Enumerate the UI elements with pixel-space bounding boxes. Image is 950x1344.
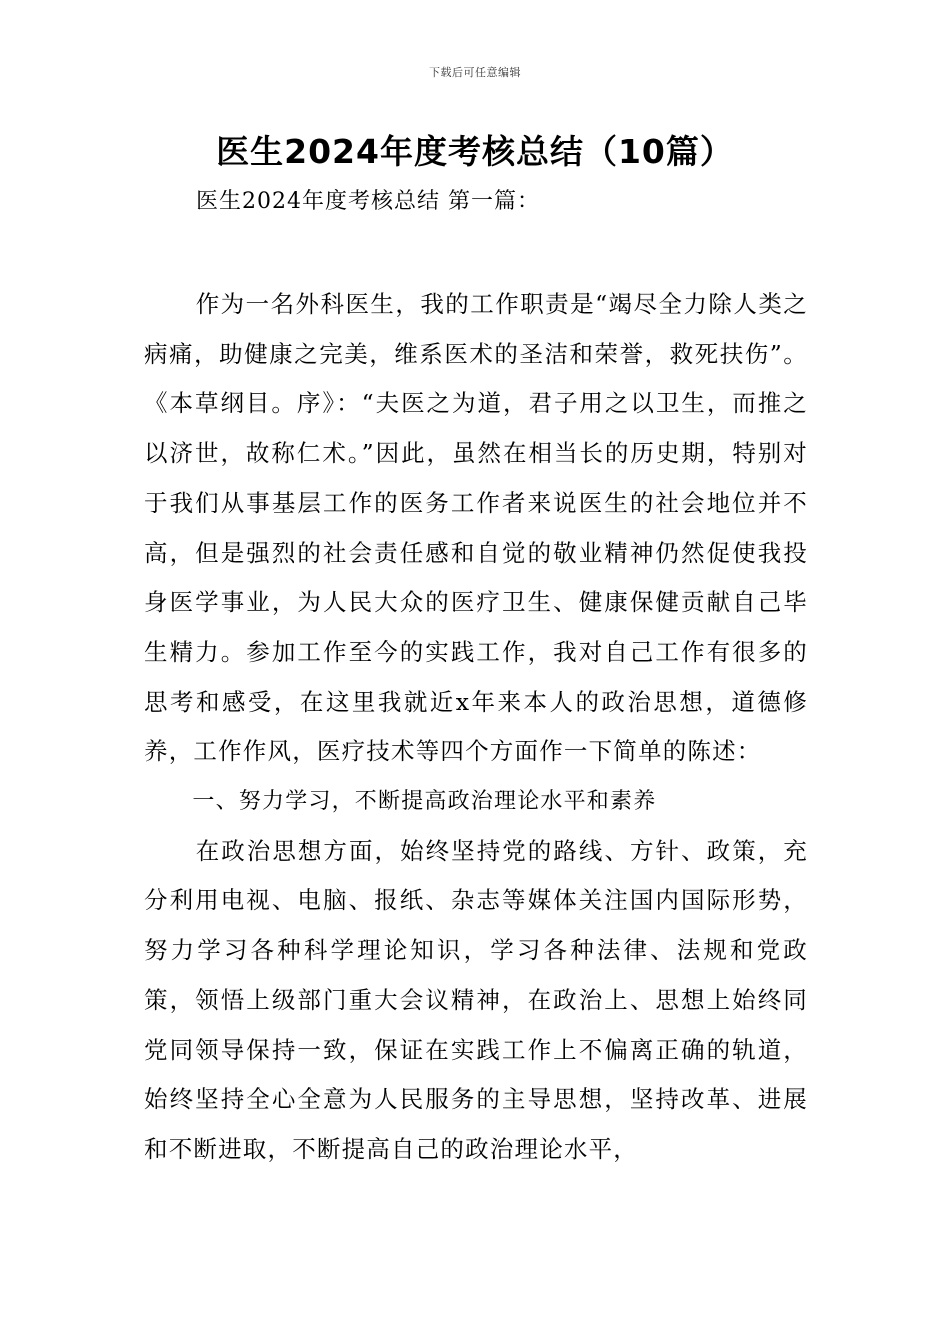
document-body: [144, 280, 808, 1175]
section-heading-1: 一、努力学习，不断提高政治理论水平和素养: [192, 789, 657, 815]
paragraph-political: 在政治思想方面，始终坚持党的路线、方针、政策，充分利用电视、电脑、报纸、杂志等媒体关注国内国际形势，努力学习各种科学理论知识，学习各种法律、法规和党政策，领悟上级部门重大会议精神，在政治上、思想上始终同党同领导保持一致，保证在实践工作上不偏离正确的轨道，始终坚持全心全意为人民服务的主导思想，坚持改革、进展和不断进取，不断提高自己的政治理论水平，: [144, 836, 808, 1163]
paragraph-intro: 作为一名外科医生，我的工作职责是“竭尽全力除人类之病痛，助健康之完美，维系医术的圣洁和荣誉，救死扶伤”。《本草纲目。序》：“夫医之为道，君子用之以卫生，而推之以济世，故称仁术。”因此，虽然在相当长的历史期，特别对于我们从事基层工作的医务工作者来说医生的社会地位并不高，但是强烈的社会责任感和自觉的敬业精神仍然促使我投身医学事业，为人民大众的医疗卫生、健康保健贡献自己毕生精力。参加工作至今的实践工作，我对自己工作有很多的思考和感受，在这里我就近x年来本人的政治思想，道德修养，工作作风，医疗技术等四个方面作一下简单的陈述：: [144, 290, 808, 766]
document-title: 医生2024年度考核总结（10篇）: [216, 132, 734, 171]
document-subtitle: 医生2024年度考核总结 第一篇：: [196, 189, 540, 214]
header-note: 下载后可任意编辑: [429, 66, 521, 79]
